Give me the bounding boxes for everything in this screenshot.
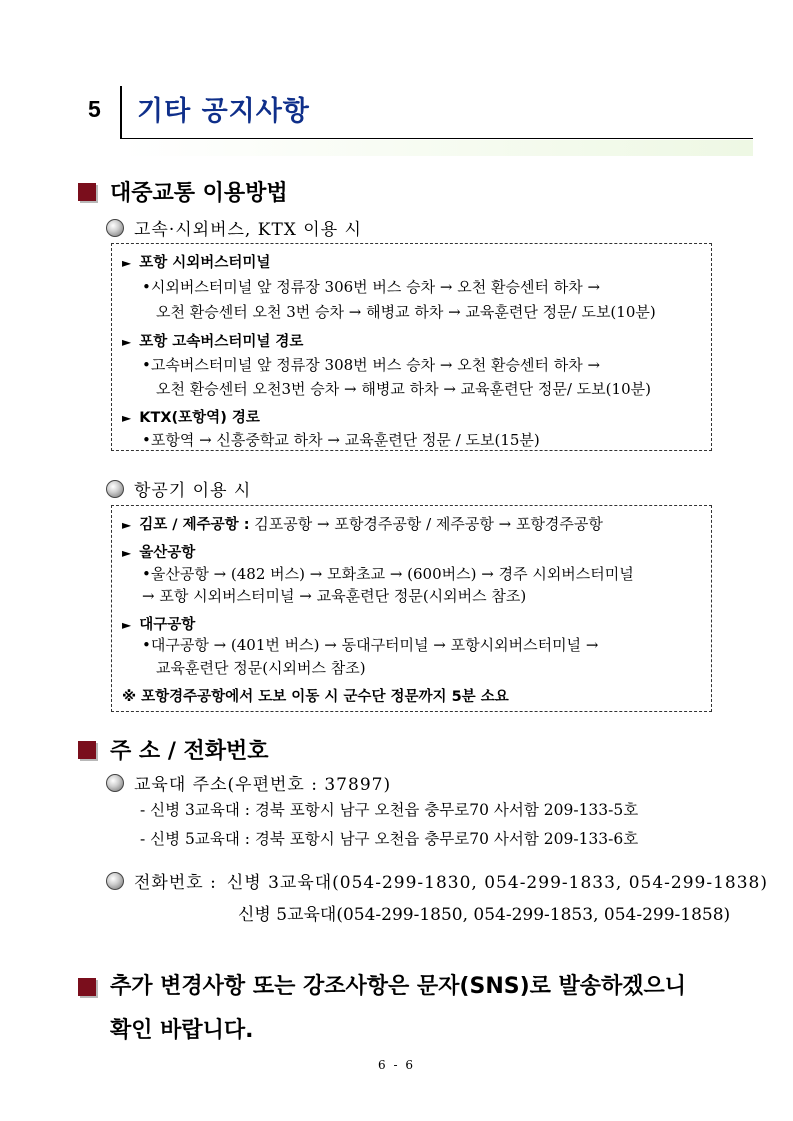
notice-line: 추가 변경사항 또는 강조사항은 문자(SNS)로 발송하겠으니 <box>110 974 687 999</box>
address-label <box>106 770 391 795</box>
route-heading: ► 김포 / 제주공항 : 김포공항 → 포항경주공항 / 제주공항 → 포항경주공항 <box>122 515 603 533</box>
chapter-number: 5 <box>88 96 101 122</box>
route-heading: ► 포항 시외버스터미널 <box>122 255 271 271</box>
section-transport-heading <box>78 176 288 207</box>
subtitle-text: 항공기 이용 시 <box>134 481 252 501</box>
square-bullet-icon <box>78 741 96 759</box>
triangle-bullet-icon: ► <box>122 411 132 425</box>
route-line: •포항역 → 신흥중학교 하차 → 교육훈련단 정문 / 도보(15분) <box>142 431 540 449</box>
circle-bullet-icon <box>106 774 124 792</box>
route-line: 오천 환승센터 오천 3번 승차 → 해병교 하차 → 교육훈련단 정문/ 도보(10분) <box>156 303 656 321</box>
route-line: •대구공항 → (401번 버스) → 동대구터미널 → 포항시외버스터미널 → <box>142 636 599 654</box>
route-heading: ► KTX(포항역) 경로 <box>122 410 260 426</box>
page-number: 6 - 6 <box>378 1058 415 1072</box>
triangle-bullet-icon: ► <box>122 546 132 560</box>
phone-line: 신병 5교육대(054-299-1850, 054-299-1853, 054-299-1858) <box>238 905 731 925</box>
address-line: - 신병 5교육대 : 경북 포항시 남구 오천읍 충무로70 사서함 209-133-6호 <box>140 830 639 848</box>
square-bullet-icon <box>78 978 96 996</box>
triangle-bullet-icon: ► <box>122 518 132 532</box>
circle-bullet-icon <box>106 219 124 237</box>
circle-bullet-icon <box>106 872 124 890</box>
notice-line: 확인 바랍니다. <box>110 1018 254 1043</box>
triangle-bullet-icon: ► <box>122 256 132 270</box>
route-line: 교육훈련단 정문(시외버스 참조) <box>156 659 366 677</box>
airport-note: ※ 포항경주공항에서 도보 이동 시 군수단 정문까지 5분 소요 <box>122 689 509 705</box>
triangle-bullet-icon: ► <box>122 335 132 349</box>
circle-bullet-icon <box>106 480 124 498</box>
final-notice <box>78 965 686 1053</box>
route-line: 오천 환승센터 오천3번 승차 → 해병교 하차 → 교육훈련단 정문/ 도보(10분) <box>156 380 651 398</box>
section-title: 대중교통 이용방법 <box>110 181 288 206</box>
route-heading: ► 포항 고속버스터미널 경로 <box>122 334 304 350</box>
air-route-box <box>111 505 712 712</box>
triangle-bullet-icon: ► <box>122 618 132 632</box>
section-address-heading <box>78 734 269 765</box>
route-line: •고속버스터미널 앞 정류장 308번 버스 승차 → 오천 환승센터 하차 → <box>142 356 601 374</box>
header-underline <box>120 138 753 139</box>
subtitle-text: 고속·시외버스, KTX 이용 시 <box>134 220 362 240</box>
air-subtitle <box>106 476 251 501</box>
chapter-title: 기타 공지사항 <box>137 96 310 127</box>
route-heading: ► 울산공항 <box>122 545 196 561</box>
phone-label: 전화번호 : <box>134 873 217 893</box>
bus-route-box <box>111 243 712 451</box>
route-line: → 포항 시외버스터미널 → 교육훈련단 정문(시외버스 참조) <box>142 587 527 605</box>
address-line: - 신병 3교육대 : 경북 포항시 남구 오천읍 충무로70 사서함 209-133-5호 <box>140 801 639 819</box>
header-divider <box>120 86 122 138</box>
route-line: •울산공항 → (482 버스) → 모화초교 → (600버스) → 경주 시외버스터미널 <box>142 565 634 583</box>
bus-subtitle <box>106 215 362 240</box>
phone-row <box>106 868 768 893</box>
address-label-text: 교육대 주소(우편번호 : 37897) <box>134 775 392 795</box>
section-title: 주 소 / 전화번호 <box>110 739 269 764</box>
route-line: •시외버스터미널 앞 정류장 306번 버스 승차 → 오천 환승센터 하차 → <box>142 278 601 296</box>
header-band <box>122 140 753 156</box>
route-heading: ► 대구공항 <box>122 617 196 633</box>
phone-line: 신병 3교육대(054-299-1830, 054-299-1833, 054-299-1838) <box>226 873 768 893</box>
square-bullet-icon <box>78 183 96 201</box>
